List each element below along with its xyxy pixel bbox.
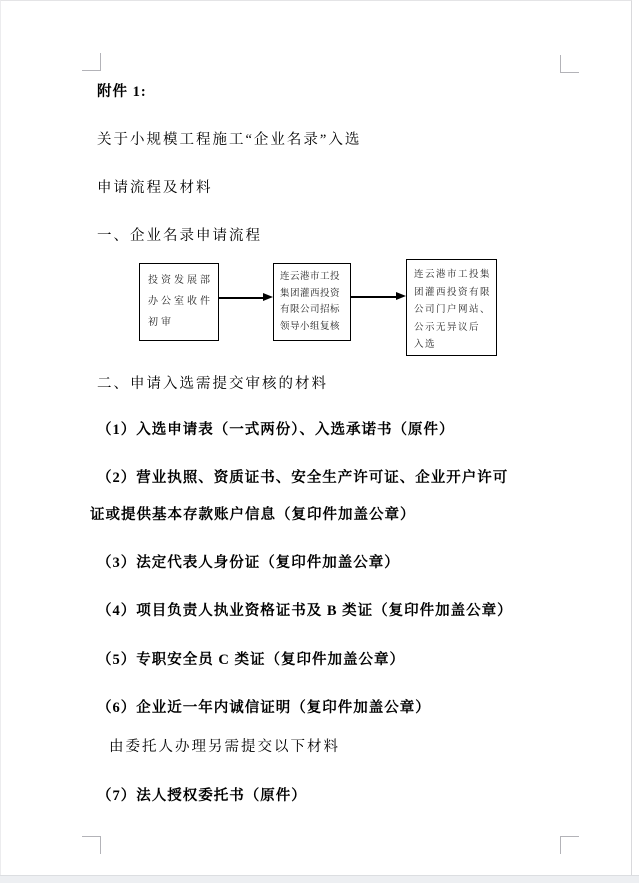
flow-box-line: 团灌西投资有限 xyxy=(414,287,492,298)
flow-box-line: 领导小组复核 xyxy=(280,321,341,332)
flow-arrow-2-head-icon xyxy=(396,292,406,300)
material-item-2-line2: 证或提供基本存款账户信息（复印件加盖公章） xyxy=(90,507,416,523)
material-item-2-line1: （2）营业执照、资质证书、安全生产许可证、企业开户许可 xyxy=(97,470,509,486)
delegate-note: 由委托人办理另需提交以下材料 xyxy=(109,739,340,755)
flow-box-line: 公司门户网站、 xyxy=(414,305,492,315)
attachment-label: 附件 1: xyxy=(97,84,147,100)
material-item-7: （7）法人授权委托书（原件） xyxy=(97,788,307,804)
flow-arrow-1-line xyxy=(219,297,264,299)
material-item-5: （5）专职安全员 C 类证（复印件加盖公章） xyxy=(97,652,405,668)
flow-box-line: 初审 xyxy=(148,317,174,328)
flow-step-publicity-box xyxy=(406,259,497,356)
document-title-line2: 申请流程及材料 xyxy=(97,180,213,196)
flow-box-line: 入选 xyxy=(414,340,437,350)
page-bottom-gap xyxy=(0,875,639,883)
flow-box-line: 连云港市工投集 xyxy=(414,270,492,280)
flow-box-line: 集团灌西投资 xyxy=(280,288,341,299)
text-boundary-mark-bottom-right xyxy=(560,836,579,854)
document-title-line1: 关于小规模工程施工“企业名录”入选 xyxy=(97,132,362,148)
flow-box-line: 办公室收件 xyxy=(148,296,213,307)
text-boundary-mark-top-right xyxy=(560,55,579,73)
material-item-4: （4）项目负责人执业资格证书及 B 类证（复印件加盖公章） xyxy=(97,603,513,619)
material-item-3: （3）法定代表人身份证（复印件加盖公章） xyxy=(97,555,400,571)
material-item-6: （6）企业近一年内诚信证明（复印件加盖公章） xyxy=(97,700,431,716)
flow-box-line: 公示无异议后 xyxy=(414,322,481,333)
flow-arrow-1-head-icon xyxy=(263,293,273,301)
material-item-2 xyxy=(90,468,509,525)
flow-step-initial-review-box xyxy=(139,263,219,341)
flow-box-line: 有限公司招标 xyxy=(280,305,341,315)
flow-step-recheck-box xyxy=(273,263,351,341)
flow-arrow-2-line xyxy=(351,296,397,298)
section1-heading: 一、企业名录申请流程 xyxy=(97,228,262,244)
material-item-1: （1）入选申请表（一式两份）、入选承诺书（原件） xyxy=(97,422,455,438)
text-boundary-mark-top-left xyxy=(82,53,101,71)
text-boundary-mark-bottom-left xyxy=(82,836,101,854)
flow-box-line: 连云港市工投 xyxy=(280,272,341,282)
flow-box-line: 投资发展部 xyxy=(148,275,213,286)
section2-heading: 二、申请入选需提交审核的材料 xyxy=(97,376,328,392)
